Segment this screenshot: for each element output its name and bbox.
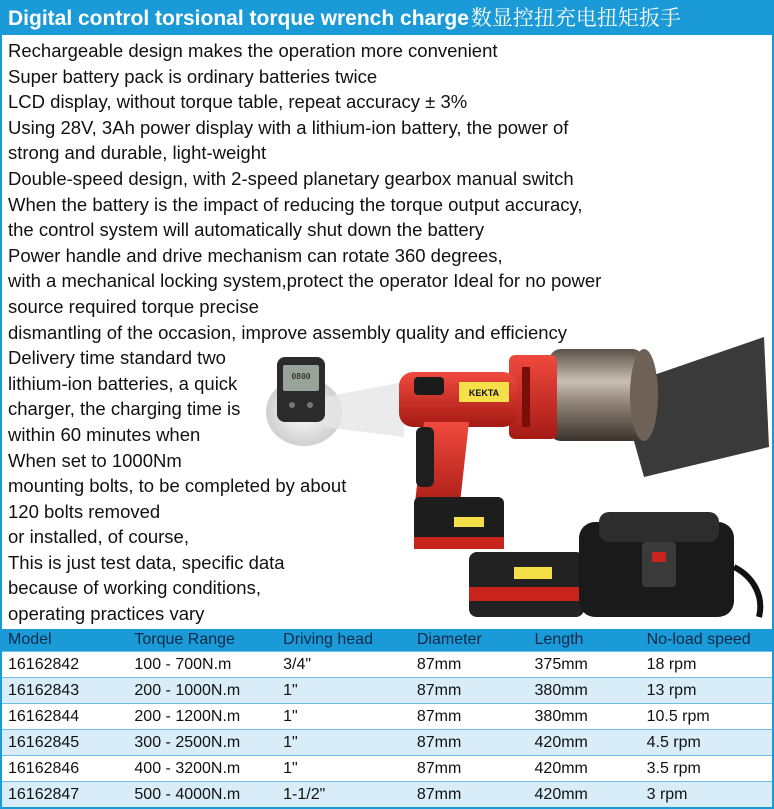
table-cell: 500 - 4000N.m (128, 782, 277, 808)
table-cell: 87mm (411, 730, 529, 756)
table-body (2, 652, 772, 808)
table-cell: 1" (277, 756, 411, 782)
table-cell: 1" (277, 730, 411, 756)
description-line: or installed, of course, (8, 526, 189, 548)
table-cell: 87mm (411, 756, 529, 782)
description-line: within 60 minutes when (8, 423, 201, 445)
table-cell: 16162844 (2, 704, 128, 730)
table-cell: 420mm (529, 782, 641, 808)
table-cell: 87mm (411, 782, 529, 808)
table-cell: 16162843 (2, 678, 128, 704)
tool-brand-label: KEKTA (468, 388, 500, 398)
description-line: This is just test data, specific data (8, 551, 285, 573)
table-cell: 16162845 (2, 730, 128, 756)
table-cell: 200 - 1000N.m (128, 678, 277, 704)
table-cell: 400 - 3200N.m (128, 756, 277, 782)
table-cell: 1-1/2" (277, 782, 411, 808)
description-line: with a mechanical locking system,protect the operator Ideal for no power (8, 270, 602, 292)
table-cell: 87mm (411, 678, 529, 704)
description-line: dismantling of the occasion, improve assembly quality and efficiency (8, 321, 568, 343)
table-cell: 300 - 2500N.m (128, 730, 277, 756)
table-cell: 100 - 700N.m (128, 652, 277, 678)
table-cell: 380mm (529, 704, 641, 730)
description-line: Rechargeable design makes the operation more convenient (8, 40, 498, 61)
column-header: Length (529, 629, 641, 652)
table-cell: 200 - 1200N.m (128, 704, 277, 730)
table-cell: 87mm (411, 704, 529, 730)
page-title (2, 2, 772, 35)
table-cell: 4.5 rpm (641, 730, 772, 756)
table-cell: 16162847 (2, 782, 128, 808)
description-line: Using 28V, 3Ah power display with a lithium-ion battery, the power of (8, 116, 569, 138)
column-header: Diameter (411, 629, 529, 652)
description-line: Super battery pack is ordinary batteries twice (8, 65, 378, 87)
description-line: charger, the charging time is (8, 398, 241, 420)
table-cell: 16162846 (2, 756, 128, 782)
title-chinese: 数显控扭充电扭矩扳手 (470, 7, 681, 30)
description-line: LCD display, without torque table, repeat accuracy ± 3% (8, 91, 468, 113)
title-english: Digital control torsional torque wrench charge (8, 7, 469, 30)
table-row (2, 704, 772, 730)
description-line: lithium-ion batteries, a quick (8, 372, 238, 394)
spec-table (2, 629, 772, 807)
table-header-row (2, 629, 772, 652)
table-cell: 380mm (529, 678, 641, 704)
table-cell: 10.5 rpm (641, 704, 772, 730)
table-row (2, 756, 772, 782)
table-row (2, 782, 772, 808)
table-cell: 3 rpm (641, 782, 772, 808)
table-cell: 13 rpm (641, 678, 772, 704)
table-cell: 375mm (529, 652, 641, 678)
table-cell: 87mm (411, 652, 529, 678)
lcd-reading: 0800 (291, 372, 311, 381)
description-line: Power handle and drive mechanism can rotate 360 degrees, (8, 244, 503, 266)
description-line: Delivery time standard two (8, 347, 226, 369)
description-line: When set to 1000Nm (8, 449, 182, 471)
table-row (2, 730, 772, 756)
table-cell: 18 rpm (641, 652, 772, 678)
column-header: Model (2, 629, 128, 652)
description-line: When the battery is the impact of reducing the torque output accuracy, (8, 193, 583, 215)
column-header: Torque Range (128, 629, 277, 652)
spare-battery (469, 552, 584, 617)
description-line: the control system will automatically shut down the battery (8, 219, 485, 241)
gearbox-housing (549, 349, 644, 441)
column-header: No-load speed (641, 629, 772, 652)
description-line: because of working conditions, (8, 577, 261, 599)
table-row (2, 678, 772, 704)
description-line: source required torque precise (8, 295, 259, 317)
table-cell: 420mm (529, 756, 641, 782)
table-cell: 16162842 (2, 652, 128, 678)
description-line: 120 bolts removed (8, 500, 161, 522)
column-header: Driving head (277, 629, 411, 652)
table-cell: 420mm (529, 730, 641, 756)
product-photo (264, 327, 769, 627)
table-cell: 1" (277, 704, 411, 730)
description-line: operating practices vary (8, 603, 205, 625)
table-cell: 3/4" (277, 652, 411, 678)
table-cell: 1" (277, 678, 411, 704)
table-row (2, 652, 772, 678)
description-line: mounting bolts, to be completed by about (8, 475, 347, 497)
table-cell: 3.5 rpm (641, 756, 772, 782)
description-line: Double-speed design, with 2-speed planetary gearbox manual switch (8, 167, 574, 189)
description-line: strong and durable, light-weight (8, 142, 267, 164)
